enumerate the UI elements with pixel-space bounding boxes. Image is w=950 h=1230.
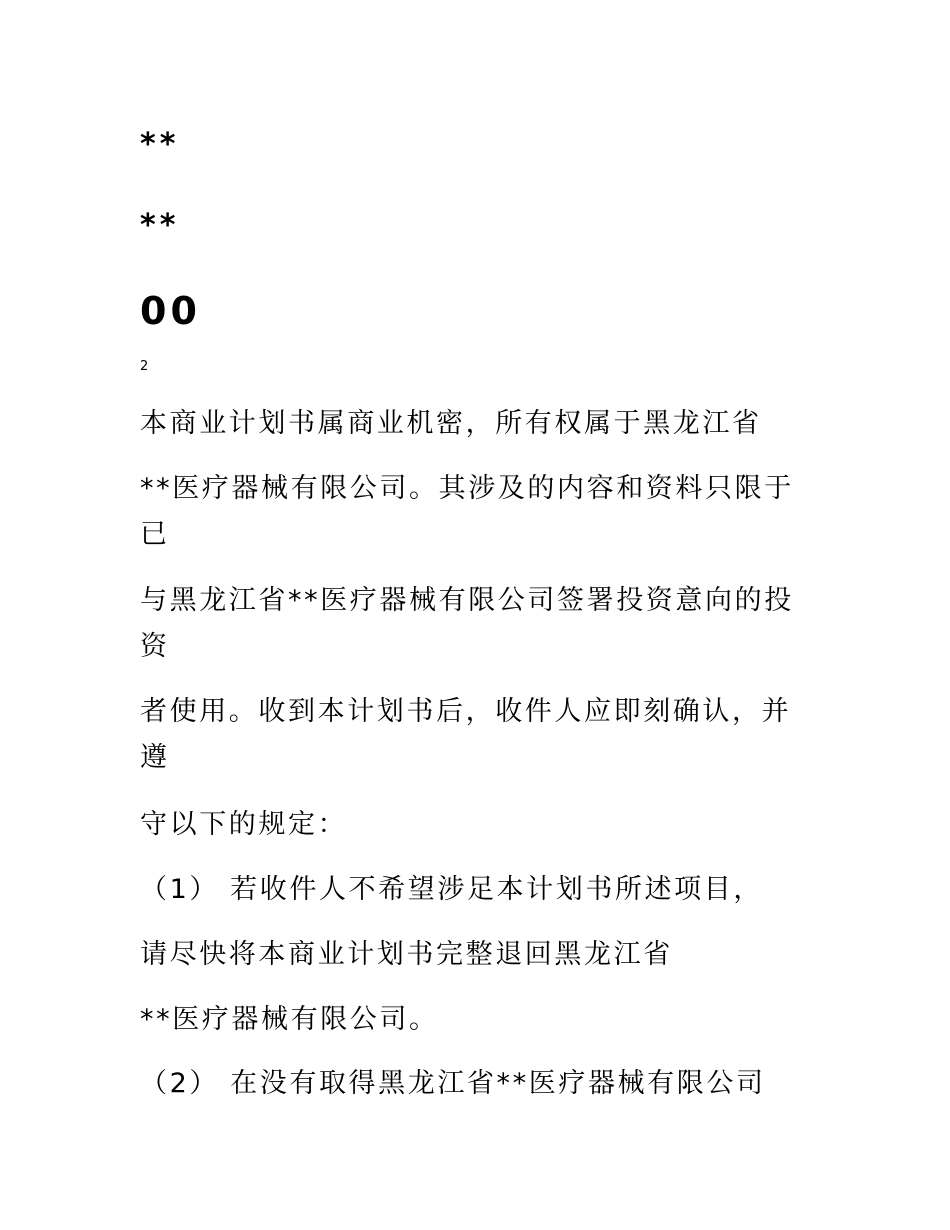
paragraph-line-4: 者使用。收到本计划书后，收件人应即刻确认，并遵 (140, 696, 792, 773)
list-item-1-cont: 请尽快将本商业计划书完整退回黑龙江省 (140, 939, 673, 970)
page-number: 2 (140, 359, 149, 374)
list-item-1-start: （1） 若收件人不希望涉足本计划书所述项目， (140, 874, 763, 905)
heading-stars-1: ** (140, 127, 180, 162)
heading-stars-2: ** (140, 208, 180, 243)
list-item-2-start: （2） 在没有取得黑龙江省**医疗器械有限公司 (140, 1068, 766, 1099)
paragraph-line-1: 本商业计划书属商业机密，所有权属于黑龙江省 (140, 408, 762, 439)
list-item-1-end: **医疗器械有限公司。 (140, 1004, 439, 1035)
heading-zeros: 00 (140, 289, 201, 333)
paragraph-line-5: 守以下的规定： (140, 809, 348, 840)
paragraph-line-3: 与黑龙江省**医疗器械有限公司签署投资意向的投资 (140, 585, 794, 662)
paragraph-line-2: **医疗器械有限公司。其涉及的内容和资料只限于已 (140, 473, 794, 550)
